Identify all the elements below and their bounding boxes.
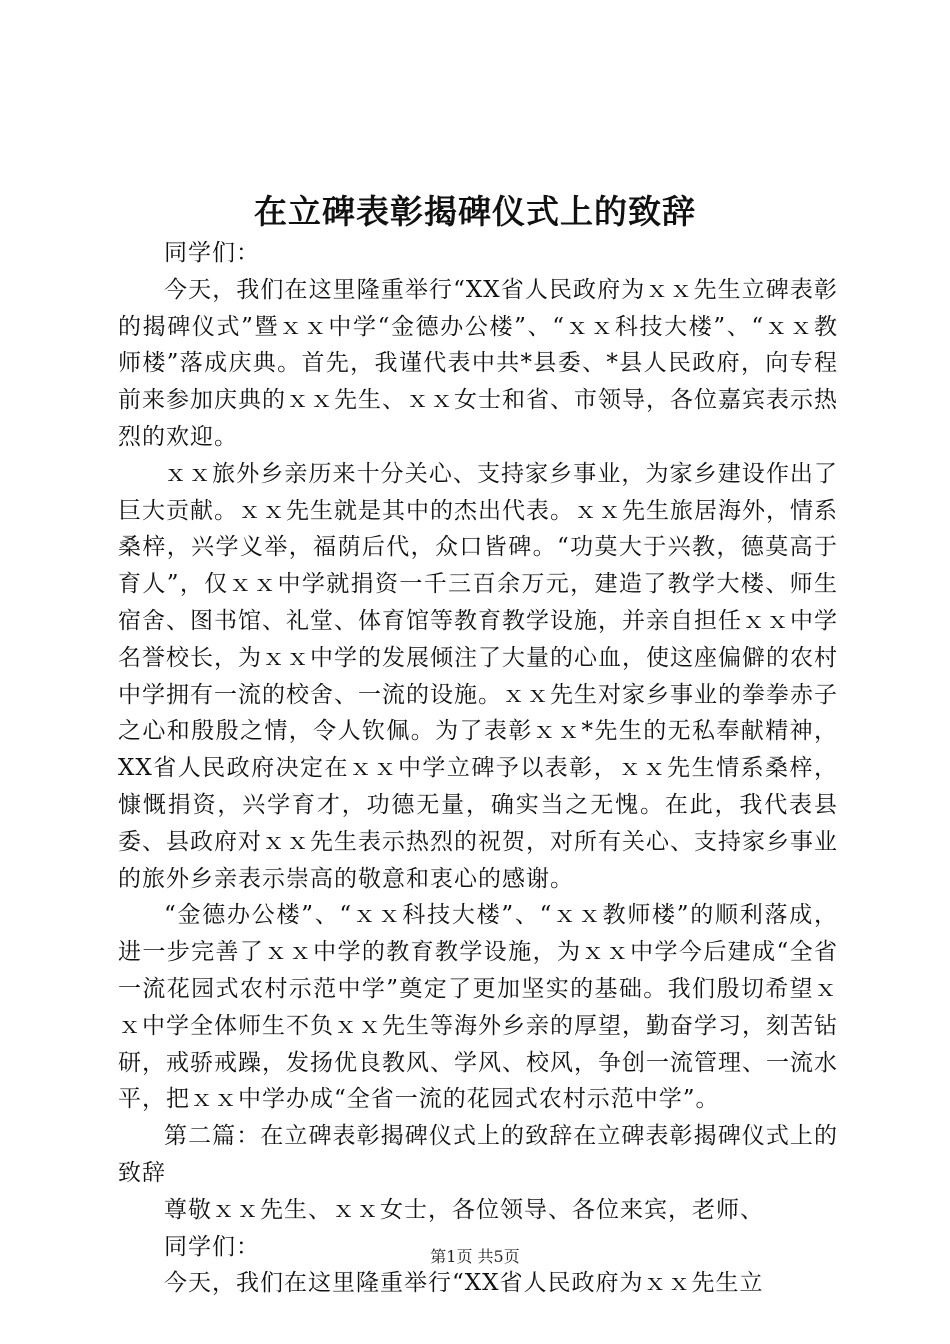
paragraph-opening-2: 今天，我们在这里隆重举行“XX省人民政府为ｘｘ先生立 — [164, 1270, 764, 1297]
paragraph-opening: 今天，我们在这里隆重举行“XX省人民政府为ｘｘ先生立碑表彰的揭碑仪式”暨ｘｘ中学“金德办公楼”、“ｘｘ科技大楼”、“ｘｘ教师楼”落成庆典。首先，我谨代表中共*县委、*县人民政府，向专程前来参加庆典的ｘｘ先生、ｘｘ女士和省、市领导，各位嘉宾表示热烈的欢迎。 — [118, 276, 838, 450]
paragraph-buildings: “金德办公楼”、“ｘｘ科技大楼”、“ｘｘ教师楼”的顺利落成，进一步完善了ｘｘ中学的教育教学设施，为ｘｘ中学今后建成“全省一流花园式农村示范中学”奠定了更加坚实的基础。我们殷切希望ｘｘ中学全体师生不负ｘｘ先生等海外乡亲的厚望，勤奋学习，刻苦钻研，戒骄戒躁，发扬优良教风、学风、校风，争创一流管理、一流水平，把ｘｘ中学办成“全省一流的花园式农村示范中学”。 — [118, 902, 838, 1113]
paragraph-salutation: 尊敬ｘｘ先生、ｘｘ女士，各位领导、各位来宾，老师、 — [164, 1196, 764, 1223]
paragraph-greeting-2: 同学们： — [164, 1233, 260, 1260]
paragraph-second-title: 第二篇：在立碑表彰揭碑仪式上的致辞在立碑表彰揭碑仪式上的致辞 — [118, 1123, 838, 1186]
document-title: 在立碑表彰揭碑仪式上的致辞 — [254, 192, 696, 231]
page-footer: 第1页 共5页 — [430, 1247, 520, 1266]
paragraph-tribute: ｘｘ旅外乡亲历来十分关心、支持家乡事业，为家乡建设作出了巨大贡献。ｘｘ先生就是其中的杰出代表。ｘｘ先生旅居海外，情系桑梓，兴学义举，福荫后代，众口皆碑。“功莫大于兴教，德莫高于育人”，仅ｘｘ中学就捐资一千三百余万元，建造了教学大楼、师生宿舍、图书馆、礼堂、体育馆等教育教学设施，并亲自担任ｘｘ中学名誉校长，为ｘｘ中学的发展倾注了大量的心血，使这座偏僻的农村中学拥有一流的校舍、一流的设施。ｘｘ先生对家乡事业的拳拳赤子之心和殷殷之情，令人钦佩。为了表彰ｘｘ*先生的无私奉献精神，XX省人民政府决定在ｘｘ中学立碑予以表彰，ｘｘ先生情系桑梓，慷慨捐资，兴学育才，功德无量，确实当之无愧。在此，我代表县委、县政府对ｘｘ先生表示热烈的祝贺，对所有关心、支持家乡事业的旅外乡亲表示崇高的敬意和衷心的感谢。 — [118, 460, 838, 892]
paragraph-greeting: 同学们： — [164, 240, 260, 266]
document-body — [118, 235, 838, 1302]
